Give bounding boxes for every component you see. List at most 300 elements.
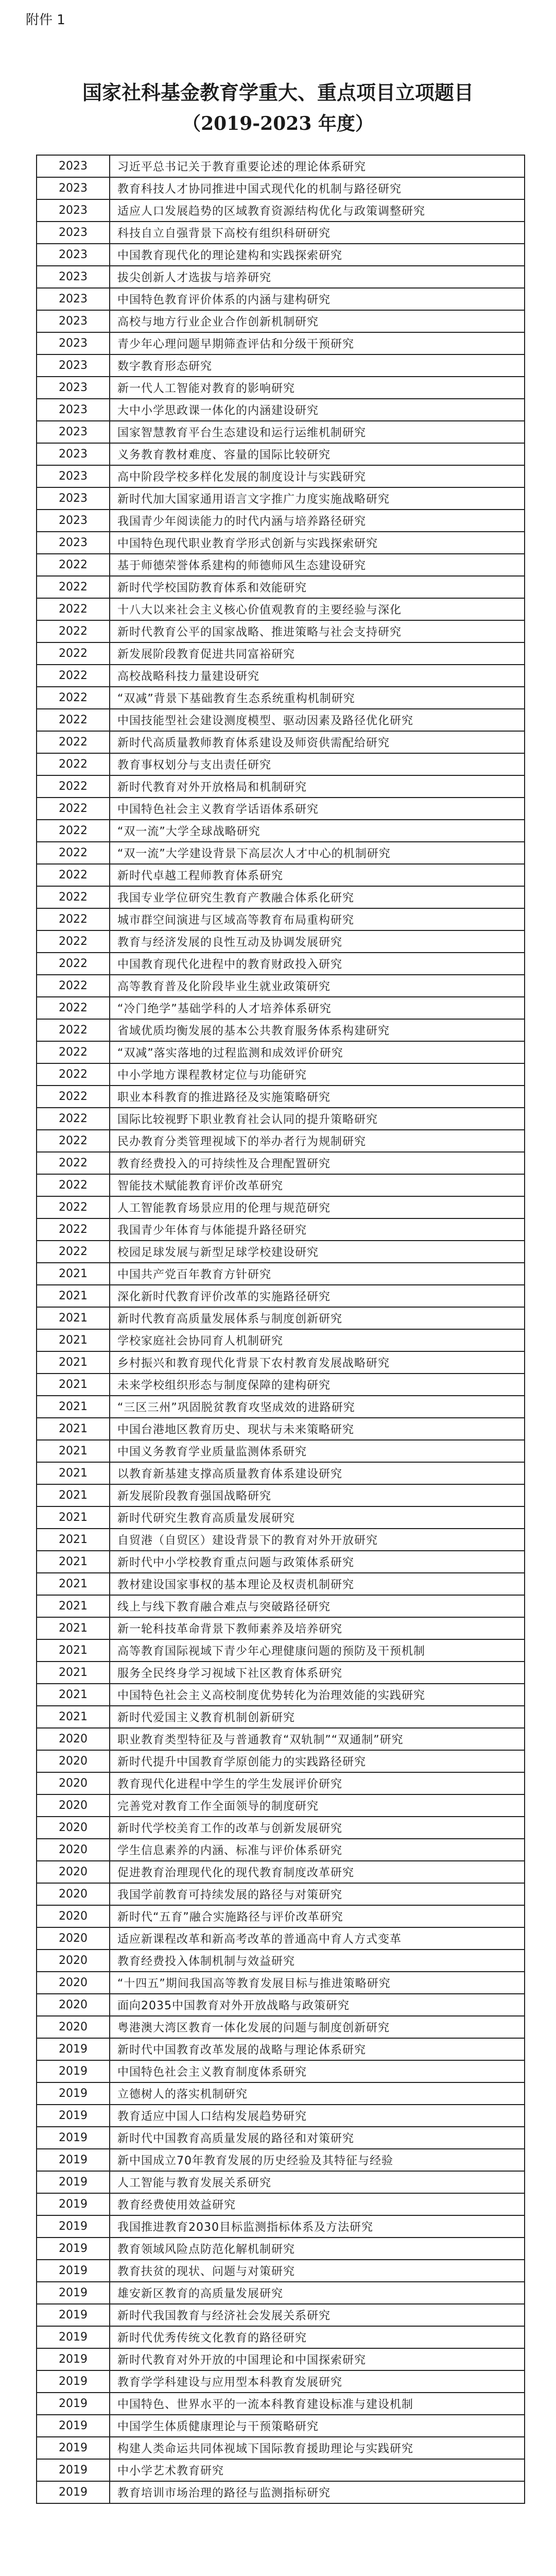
- project-title: 中国义务教育学业质量监测体系研究: [110, 1440, 525, 1462]
- project-year: 2021: [37, 1551, 110, 1573]
- project-title: “三区三州”巩固脱贫教育攻坚成效的进路研究: [110, 1396, 525, 1418]
- table-row: [37, 1063, 525, 1086]
- table-row: [37, 1506, 525, 1529]
- table-row: [37, 421, 525, 443]
- project-title: 新时代教育对外开放的中国理论和中国探索研究: [110, 2348, 525, 2370]
- table-row: [37, 1839, 525, 1861]
- project-title: 新时代中小学校教育重点问题与政策体系研究: [110, 1551, 525, 1573]
- project-title: 以教育新基建支撑高质量教育体系建设研究: [110, 1462, 525, 1484]
- project-year: 2019: [37, 2127, 110, 2149]
- project-title: 线上与线下教育融合难点与突破路径研究: [110, 1595, 525, 1617]
- project-year: 2019: [37, 2238, 110, 2260]
- table-row: [37, 1152, 525, 1174]
- project-title: 民办教育分类管理视域下的举办者行为规制研究: [110, 1130, 525, 1152]
- project-title: 新时代学校美育工作的改革与创新发展研究: [110, 1817, 525, 1839]
- table-row: [37, 709, 525, 731]
- project-title: “双一流”大学建设背景下高层次人才中心的机制研究: [110, 842, 525, 864]
- project-year: 2022: [37, 1241, 110, 1263]
- project-year: 2020: [37, 1750, 110, 1772]
- table-row: [37, 753, 525, 775]
- project-year: 2020: [37, 1772, 110, 1794]
- table-row: [37, 2282, 525, 2304]
- project-title: 基于师德荣誉体系建构的师德师风生态建设研究: [110, 554, 525, 576]
- project-year: 2020: [37, 1794, 110, 1817]
- project-title: 教育现代化进程中学生的学生发展评价研究: [110, 1772, 525, 1794]
- project-year: 2021: [37, 1573, 110, 1595]
- project-title: 新发展阶段教育促进共同富裕研究: [110, 642, 525, 665]
- project-year: 2019: [37, 2348, 110, 2370]
- project-year: 2023: [37, 199, 110, 222]
- table-row: [37, 1728, 525, 1750]
- attachment-label: 附件 1: [26, 12, 65, 28]
- project-title: 深化新时代教育评价改革的实施路径研究: [110, 1285, 525, 1307]
- project-title: 青少年心理问题早期筛查评估和分级干预研究: [110, 332, 525, 354]
- project-title: 学生信息素养的内涵、标准与评价体系研究: [110, 1839, 525, 1861]
- project-title: 科技自立自强背景下高校有组织科研研究: [110, 222, 525, 244]
- table-row: [37, 2127, 525, 2149]
- table-row: [37, 997, 525, 1019]
- project-title: 服务全民终身学习视域下社区教育体系研究: [110, 1662, 525, 1684]
- project-title: 新一轮科技革命背景下教师素养及培养研究: [110, 1617, 525, 1639]
- project-title: 教育科技人才协同推进中国式现代化的机制与路径研究: [110, 177, 525, 199]
- project-title: 中国技能型社会建设测度模型、驱动因素及路径优化研究: [110, 709, 525, 731]
- project-title: 高校战略科技力量建设研究: [110, 665, 525, 687]
- table-row: [37, 2193, 525, 2215]
- project-title: 新中国成立70年教育发展的历史经验及其特征与经验: [110, 2149, 525, 2171]
- project-title: 中国特色社会主义高校制度优势转化为治理效能的实践研究: [110, 1684, 525, 1706]
- project-title: 构建人类命运共同体视域下国际教育援助理论与实践研究: [110, 2437, 525, 2459]
- project-year: 2020: [37, 1927, 110, 1950]
- table-row: [37, 953, 525, 975]
- project-title: 校园足球发展与新型足球学校建设研究: [110, 1241, 525, 1263]
- project-title: 城市群空间演进与区域高等教育布局重构研究: [110, 908, 525, 930]
- project-year: 2021: [37, 1617, 110, 1639]
- project-year: 2021: [37, 1329, 110, 1351]
- table-row: [37, 332, 525, 354]
- project-year: 2022: [37, 1130, 110, 1152]
- project-title: 新时代教育公平的国家战略、推进策略与社会支持研究: [110, 620, 525, 642]
- project-title: 新时代研究生教育高质量发展研究: [110, 1506, 525, 1529]
- document-title-block: [0, 77, 556, 139]
- project-title: 高中阶段学校多样化发展的制度设计与实践研究: [110, 465, 525, 487]
- project-title: 中国特色社会主义教育学话语体系研究: [110, 798, 525, 820]
- table-row: [37, 554, 525, 576]
- project-year: 2023: [37, 487, 110, 510]
- table-row: [37, 1883, 525, 1905]
- table-row: [37, 1639, 525, 1662]
- project-year: 2022: [37, 642, 110, 665]
- project-year: 2020: [37, 2016, 110, 2038]
- project-title: 职业本科教育的推进路径及实施策略研究: [110, 1086, 525, 1108]
- table-row: [37, 2326, 525, 2348]
- table-row: [37, 687, 525, 709]
- project-title: 教育学学科建设与应用型本科教育发展研究: [110, 2370, 525, 2393]
- project-title: 习近平总书记关于教育重要论述的理论体系研究: [110, 155, 525, 177]
- project-year: 2021: [37, 1662, 110, 1684]
- table-row: [37, 930, 525, 953]
- project-title: 新时代中国教育高质量发展的路径和对策研究: [110, 2127, 525, 2149]
- table-row: [37, 1041, 525, 1063]
- project-title: 职业教育类型特征及与普通教育“双轨制”“双通制”研究: [110, 1728, 525, 1750]
- project-year: 2020: [37, 1839, 110, 1861]
- table-row: [37, 908, 525, 930]
- project-year: 2019: [37, 2437, 110, 2459]
- project-year: 2023: [37, 354, 110, 377]
- project-year: 2022: [37, 1063, 110, 1086]
- project-year: 2019: [37, 2370, 110, 2393]
- project-year: 2023: [37, 443, 110, 465]
- table-row: [37, 443, 525, 465]
- project-title: 我国青少年阅读能力的时代内涵与培养路径研究: [110, 510, 525, 532]
- table-row: [37, 1927, 525, 1950]
- project-year: 2021: [37, 1529, 110, 1551]
- project-year: 2020: [37, 1972, 110, 1994]
- table-row: [37, 1174, 525, 1196]
- project-title: 适应新课程改革和新高考改革的普通高中育人方式变革: [110, 1927, 525, 1950]
- table-row: [37, 1307, 525, 1329]
- table-row: [37, 1573, 525, 1595]
- project-year: 2020: [37, 1883, 110, 1905]
- project-title: 智能技术赋能教育评价改革研究: [110, 1174, 525, 1196]
- table-row: [37, 886, 525, 908]
- project-year: 2023: [37, 222, 110, 244]
- project-title: 立德树人的落实机制研究: [110, 2082, 525, 2105]
- project-year: 2022: [37, 554, 110, 576]
- table-row: [37, 2260, 525, 2282]
- project-year: 2019: [37, 2082, 110, 2105]
- project-title: 教育经费投入的可持续性及合理配置研究: [110, 1152, 525, 1174]
- project-year: 2023: [37, 310, 110, 332]
- table-row: [37, 2415, 525, 2437]
- project-year: 2021: [37, 1639, 110, 1662]
- table-row: [37, 2105, 525, 2127]
- table-row: [37, 1972, 525, 1994]
- table-row: [37, 1595, 525, 1617]
- project-year: 2022: [37, 975, 110, 997]
- table-row: [37, 1374, 525, 1396]
- table-row: [37, 2304, 525, 2326]
- project-year: 2019: [37, 2481, 110, 2503]
- project-year: 2023: [37, 266, 110, 288]
- project-title: 新时代优秀传统文化教育的路径研究: [110, 2326, 525, 2348]
- project-year: 2022: [37, 598, 110, 620]
- project-year: 2019: [37, 2415, 110, 2437]
- table-row: [37, 2370, 525, 2393]
- project-year: 2022: [37, 798, 110, 820]
- project-title: 中国特色现代职业教育学形式创新与实践探索研究: [110, 532, 525, 554]
- project-title: 粤港澳大湾区教育一体化发展的问题与制度创新研究: [110, 2016, 525, 2038]
- project-title: 完善党对教育工作全面领导的制度研究: [110, 1794, 525, 1817]
- project-title: 大中小学思政课一体化的内涵建设研究: [110, 399, 525, 421]
- table-row: [37, 465, 525, 487]
- project-year: 2020: [37, 1728, 110, 1750]
- table-row: [37, 1086, 525, 1108]
- project-title: 新一代人工智能对教育的影响研究: [110, 377, 525, 399]
- table-row: [37, 1285, 525, 1307]
- project-year: 2022: [37, 864, 110, 886]
- table-row: [37, 2060, 525, 2082]
- project-title: 数字教育形态研究: [110, 354, 525, 377]
- project-year: 2021: [37, 1506, 110, 1529]
- table-row: [37, 620, 525, 642]
- project-title: 中小学地方课程教材定位与功能研究: [110, 1063, 525, 1086]
- project-title: 拔尖创新人才选拔与培养研究: [110, 266, 525, 288]
- table-row: [37, 1994, 525, 2016]
- project-title: 高等教育普及化阶段毕业生就业政策研究: [110, 975, 525, 997]
- project-year: 2021: [37, 1595, 110, 1617]
- project-title: 中国教育现代化进程中的教育财政投入研究: [110, 953, 525, 975]
- project-title: “冷门绝学”基础学科的人才培养体系研究: [110, 997, 525, 1019]
- project-year: 2021: [37, 1263, 110, 1285]
- table-row: [37, 2149, 525, 2171]
- project-title: 教育培训市场治理的路径与监测指标研究: [110, 2481, 525, 2503]
- project-title: “双一流”大学全球战略研究: [110, 820, 525, 842]
- table-row: [37, 155, 525, 177]
- project-title: 教育扶贫的现状、问题与对策研究: [110, 2260, 525, 2282]
- project-year: 2022: [37, 930, 110, 953]
- table-row: [37, 1484, 525, 1506]
- table-row: [37, 2481, 525, 2503]
- project-year: 2019: [37, 2171, 110, 2193]
- table-row: [37, 1551, 525, 1573]
- project-year: 2023: [37, 421, 110, 443]
- project-year: 2019: [37, 2193, 110, 2215]
- table-row: [37, 2038, 525, 2060]
- table-row: [37, 266, 525, 288]
- project-title: 中小学艺术教育研究: [110, 2459, 525, 2481]
- project-year: 2019: [37, 2105, 110, 2127]
- project-year: 2019: [37, 2060, 110, 2082]
- table-row: [37, 1684, 525, 1706]
- project-year: 2023: [37, 532, 110, 554]
- table-row: [37, 1351, 525, 1374]
- project-title: 教育适应中国人口结构发展趋势研究: [110, 2105, 525, 2127]
- table-row: [37, 1750, 525, 1772]
- project-title: 新时代加大国家通用语言文字推广力度实施战略研究: [110, 487, 525, 510]
- table-row: [37, 598, 525, 620]
- project-year: 2019: [37, 2326, 110, 2348]
- table-row: [37, 775, 525, 798]
- project-title: 新时代卓越工程师教育体系研究: [110, 864, 525, 886]
- project-title: 新时代高质量教师教育体系建设及师资供需配给研究: [110, 731, 525, 753]
- project-title: 学校家庭社会协同育人机制研究: [110, 1329, 525, 1351]
- project-year: 2022: [37, 709, 110, 731]
- project-year: 2022: [37, 820, 110, 842]
- project-title: 新发展阶段教育强国战略研究: [110, 1484, 525, 1506]
- project-year: 2022: [37, 842, 110, 864]
- table-row: [37, 864, 525, 886]
- project-title: 新时代教育高质量发展体系与制度创新研究: [110, 1307, 525, 1329]
- project-title: 新时代我国教育与经济社会发展关系研究: [110, 2304, 525, 2326]
- table-row: [37, 1529, 525, 1551]
- project-year: 2022: [37, 753, 110, 775]
- project-year: 2022: [37, 908, 110, 930]
- project-title: 乡村振兴和教育现代化背景下农村教育发展战略研究: [110, 1351, 525, 1374]
- project-year: 2021: [37, 1396, 110, 1418]
- table-row: [37, 1396, 525, 1418]
- project-year: 2023: [37, 332, 110, 354]
- table-row: [37, 1617, 525, 1639]
- project-year: 2019: [37, 2282, 110, 2304]
- project-year: 2019: [37, 2459, 110, 2481]
- table-row: [37, 731, 525, 753]
- table-row: [37, 2215, 525, 2238]
- table-row: [37, 1263, 525, 1285]
- project-title: “双减”落实落地的过程监测和成效评价研究: [110, 1041, 525, 1063]
- project-title: 中国共产党百年教育方针研究: [110, 1263, 525, 1285]
- project-year: 2023: [37, 177, 110, 199]
- table-row: [37, 2348, 525, 2370]
- table-row: [37, 354, 525, 377]
- project-title: 教育经费投入体制机制与效益研究: [110, 1950, 525, 1972]
- table-row: [37, 1861, 525, 1883]
- table-row: [37, 177, 525, 199]
- project-title: “十四五”期间我国高等教育发展目标与推进策略研究: [110, 1972, 525, 1994]
- table-row: [37, 288, 525, 310]
- project-year: 2022: [37, 1196, 110, 1218]
- project-title: 义务教育教材难度、容量的国际比较研究: [110, 443, 525, 465]
- project-title: 新时代“五育”融合实施路径与评价改革研究: [110, 1905, 525, 1927]
- table-row: [37, 1329, 525, 1351]
- project-title: 教育事权划分与支出责任研究: [110, 753, 525, 775]
- project-year: 2019: [37, 2304, 110, 2326]
- project-year: 2021: [37, 1706, 110, 1728]
- table-row: [37, 199, 525, 222]
- project-year: 2021: [37, 1462, 110, 1484]
- projects-table-body: [37, 155, 525, 2503]
- project-year: 2019: [37, 2215, 110, 2238]
- project-title: 自贸港（自贸区）建设背景下的教育对外开放研究: [110, 1529, 525, 1551]
- project-title: 中国教育现代化的理论建构和实践探索研究: [110, 244, 525, 266]
- project-year: 2021: [37, 1374, 110, 1396]
- table-row: [37, 2016, 525, 2038]
- project-title: 教育经费使用效益研究: [110, 2193, 525, 2215]
- project-year: 2023: [37, 155, 110, 177]
- project-title: 面向2035中国教育对外开放战略与政策研究: [110, 1994, 525, 2016]
- project-year: 2023: [37, 288, 110, 310]
- project-year: 2022: [37, 665, 110, 687]
- table-row: [37, 1772, 525, 1794]
- project-title: 国家智慧教育平台生态建设和运行运维机制研究: [110, 421, 525, 443]
- project-year: 2021: [37, 1307, 110, 1329]
- project-year: 2021: [37, 1440, 110, 1462]
- project-year: 2021: [37, 1351, 110, 1374]
- project-year: 2023: [37, 377, 110, 399]
- project-year: 2022: [37, 953, 110, 975]
- project-year: 2022: [37, 997, 110, 1019]
- table-row: [37, 975, 525, 997]
- project-year: 2022: [37, 731, 110, 753]
- project-year: 2020: [37, 1994, 110, 2016]
- project-year: 2020: [37, 1817, 110, 1839]
- table-row: [37, 2437, 525, 2459]
- table-row: [37, 2393, 525, 2415]
- project-year: 2022: [37, 775, 110, 798]
- table-row: [37, 1130, 525, 1152]
- project-title: 新时代教育对外开放格局和机制研究: [110, 775, 525, 798]
- project-title: 我国学前教育可持续发展的路径与对策研究: [110, 1883, 525, 1905]
- project-title: 中国特色教育评价体系的内涵与建构研究: [110, 288, 525, 310]
- project-year: 2022: [37, 1218, 110, 1241]
- table-row: [37, 1706, 525, 1728]
- projects-table: [36, 155, 525, 2504]
- project-title: “双减”背景下基础教育生态系统重构机制研究: [110, 687, 525, 709]
- table-row: [37, 1817, 525, 1839]
- project-year: 2023: [37, 465, 110, 487]
- project-year: 2019: [37, 2149, 110, 2171]
- table-row: [37, 487, 525, 510]
- project-title: 雄安新区教育的高质量发展研究: [110, 2282, 525, 2304]
- project-year: 2022: [37, 1041, 110, 1063]
- project-year: 2020: [37, 1950, 110, 1972]
- table-row: [37, 399, 525, 421]
- table-row: [37, 2238, 525, 2260]
- project-title: 教育领域风险点防范化解机制研究: [110, 2238, 525, 2260]
- project-title: 人工智能教育场景应用的伦理与规范研究: [110, 1196, 525, 1218]
- table-row: [37, 1905, 525, 1927]
- project-title: 我国推进教育2030目标监测指标体系及方法研究: [110, 2215, 525, 2238]
- project-year: 2023: [37, 399, 110, 421]
- project-title: 省域优质均衡发展的基本公共教育服务体系构建研究: [110, 1019, 525, 1041]
- project-year: 2020: [37, 1905, 110, 1927]
- project-year: 2022: [37, 576, 110, 598]
- project-year: 2022: [37, 886, 110, 908]
- table-row: [37, 532, 525, 554]
- table-row: [37, 642, 525, 665]
- table-row: [37, 510, 525, 532]
- project-year: 2021: [37, 1684, 110, 1706]
- project-title: 教材建设国家事权的基本理论及权责机制研究: [110, 1573, 525, 1595]
- table-row: [37, 1440, 525, 1462]
- table-row: [37, 1662, 525, 1684]
- document-title: 国家社科基金教育学重大、重点项目立项题目: [82, 81, 474, 104]
- document-subtitle: （2019-2023 年度）: [182, 113, 374, 134]
- project-title: 高校与地方行业企业合作创新机制研究: [110, 310, 525, 332]
- project-year: 2022: [37, 620, 110, 642]
- project-year: 2021: [37, 1484, 110, 1506]
- project-title: 我国青少年体育与体能提升路径研究: [110, 1218, 525, 1241]
- table-row: [37, 222, 525, 244]
- table-row: [37, 1196, 525, 1218]
- project-title: 未来学校组织形态与制度保障的建构研究: [110, 1374, 525, 1396]
- project-year: 2023: [37, 510, 110, 532]
- project-year: 2021: [37, 1285, 110, 1307]
- project-title: 中国台港地区教育历史、现状与未来策略研究: [110, 1418, 525, 1440]
- table-row: [37, 842, 525, 864]
- project-title: 促进教育治理现代化的现代教育制度改革研究: [110, 1861, 525, 1883]
- project-title: 中国学生体质健康理论与干预策略研究: [110, 2415, 525, 2437]
- project-title: 适应人口发展趋势的区域教育资源结构优化与政策调整研究: [110, 199, 525, 222]
- project-year: 2022: [37, 687, 110, 709]
- project-year: 2023: [37, 244, 110, 266]
- project-title: 国际比较视野下职业教育社会认同的提升策略研究: [110, 1108, 525, 1130]
- project-title: 新时代中国教育改革发展的战略与理论体系研究: [110, 2038, 525, 2060]
- table-row: [37, 820, 525, 842]
- table-row: [37, 665, 525, 687]
- table-row: [37, 310, 525, 332]
- project-title: 新时代学校国防教育体系和效能研究: [110, 576, 525, 598]
- table-row: [37, 1019, 525, 1041]
- table-row: [37, 1950, 525, 1972]
- project-year: 2019: [37, 2260, 110, 2282]
- table-row: [37, 1418, 525, 1440]
- project-year: 2022: [37, 1086, 110, 1108]
- table-row: [37, 377, 525, 399]
- project-title: 教育与经济发展的良性互动及协调发展研究: [110, 930, 525, 953]
- table-row: [37, 798, 525, 820]
- project-title: 高等教育国际视域下青少年心理健康问题的预防及干预机制: [110, 1639, 525, 1662]
- project-title: 中国特色社会主义教育制度体系研究: [110, 2060, 525, 2082]
